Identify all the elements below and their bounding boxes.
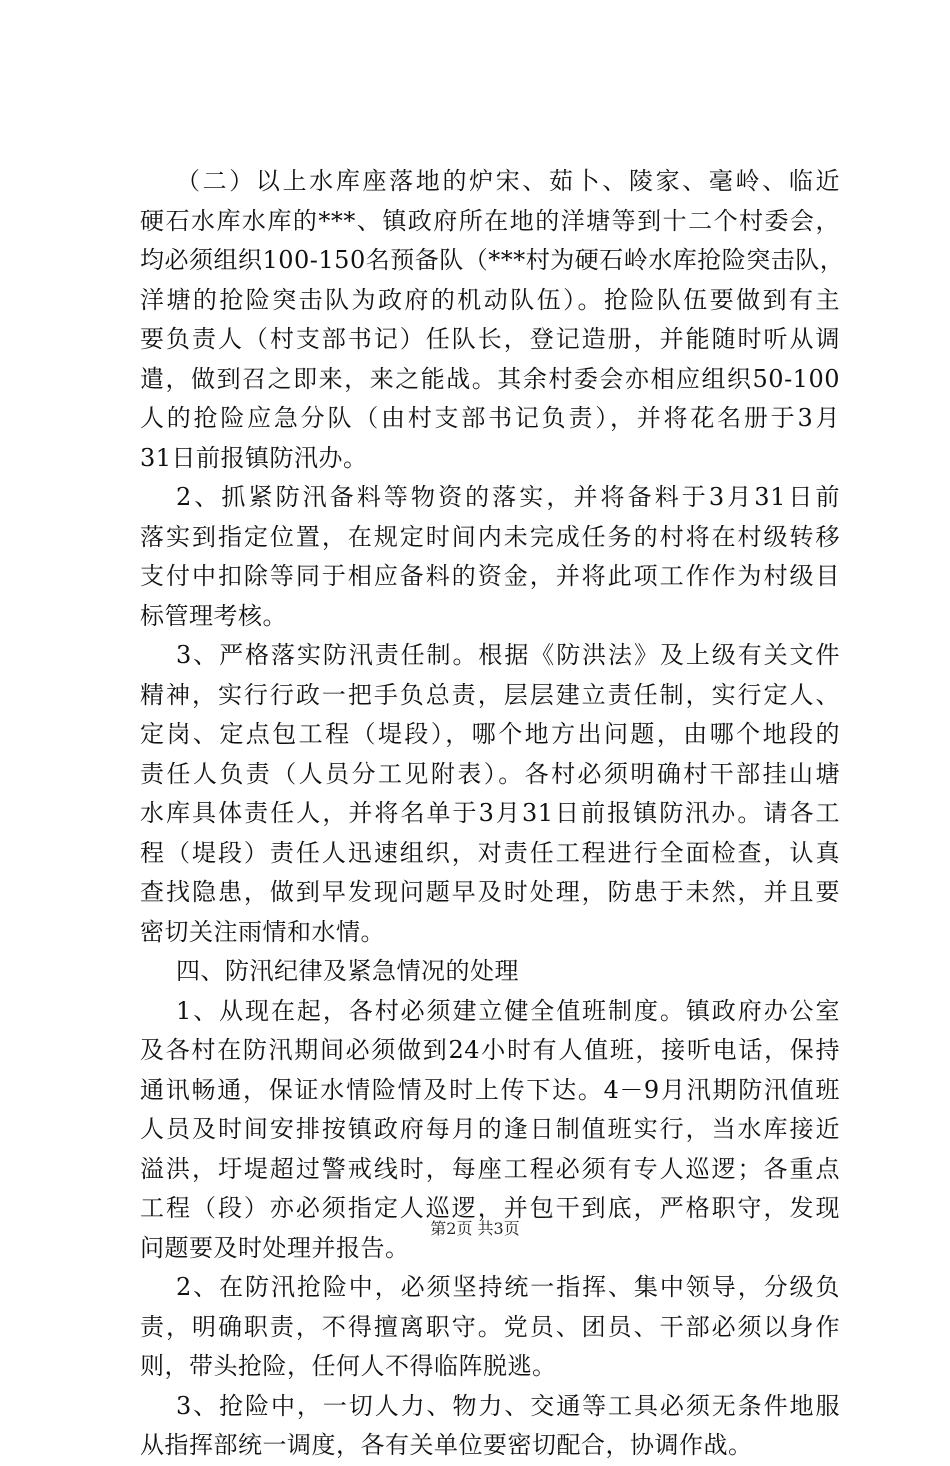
section-heading [140,952,840,992]
paragraph-line: 人的抢险应急分队（由村支部书记负责），并将花名册于3月 [140,404,840,432]
paragraph-line: 程（堤段）责任人迅速组织，对责任工程进行全面检查，认真 [140,838,840,867]
paragraph-line: 人员及时间安排按镇政府每月的逢日制值班实行，当水库接近 [140,1115,840,1143]
page-number-label: 第2页 共3页 [430,1219,520,1238]
document-body [140,162,845,1466]
paragraph-line: 水库具体责任人，并将名单于3月31日前报镇防汛办。请各工 [140,799,840,827]
paragraph-materials [140,478,840,636]
paragraph-line: 责任人负责（人员分工见附表）。各村必须明确村干部挂山塘 [140,759,840,788]
paragraph-line: 2、在防汛抢险中，必须坚持统一指挥、集中领导，分级负 [176,1273,840,1301]
paragraph-reserve-teams [140,162,845,478]
paragraph-command [140,1268,840,1387]
section-heading-text: 四、防汛纪律及紧急情况的处理 [176,957,519,985]
paragraph-line: 精神，实行行政一把手负总责，层层建立责任制，实行定人、 [140,680,840,709]
paragraph-line: 1、从现在起，各村必须建立健全值班制度。镇政府办公室 [176,996,840,1025]
paragraph-line: 3、抢险中，一切人力、物力、交通等工具必须无条件地服 [176,1391,840,1420]
paragraph-line: 问题要及时处理并报告。 [140,1233,410,1262]
paragraph-line: 31日前报镇防汛办。 [140,443,368,472]
paragraph-line: 3、严格落实防汛责任制。根据《防洪法》及上级有关文件 [176,641,840,669]
paragraph-line: 支付中扣除等同于相应备料的资金，并将此项工作作为村级目 [140,562,840,590]
page-footer [0,1216,950,1239]
paragraph-line: 2、抓紧防汛备料等物资的落实，并将备料于3月31日前 [176,483,840,511]
paragraph-line: 定岗、定点包工程（堤段），哪个地方出问题，由哪个地段的 [140,720,840,748]
paragraph-line: 查找隐患，做到早发现问题早及时处理，防患于未然，并且要 [140,878,840,906]
paragraph-line: 密切关注雨情和水情。 [140,917,385,946]
paragraph-line: 溢洪，圩堤超过警戒线时，每座工程必须有专人巡逻；各重点 [140,1154,840,1183]
paragraph-line: 通讯畅通，保证水情险情及时上传下达。4－9月汛期防汛值班 [140,1075,840,1104]
paragraph-line: 落实到指定位置，在规定时间内未完成任务的村将在村级转移 [140,522,840,551]
paragraph-line: 均必须组织100-150名预备队（***村为硬石岭水库抢险突击队， [140,246,845,274]
paragraph-line: 洋塘的抢险突击队为政府的机动队伍）。抢险队伍要做到有主 [140,285,840,314]
paragraph-line: 工程（段）亦必须指定人巡逻，并包干到底，严格职守，发现 [140,1194,840,1222]
paragraph-line: 则，带头抢险，任何人不得临阵脱逃。 [140,1352,557,1380]
paragraph-responsibility [140,636,840,952]
paragraph-dispatch [140,1387,840,1466]
paragraph-line: 及各村在防汛期间必须做到24小时有人值班，接听电话，保持 [140,1036,840,1064]
paragraph-line: 标管理考核。 [140,601,287,630]
paragraph-line: 硬石水库水库的***、镇政府所在地的洋塘等到十二个村委会， [140,206,840,235]
paragraph-line: 从指挥部统一调度，各有关单位要密切配合，协调作战。 [140,1431,753,1459]
paragraph-line: 责，明确职责，不得擅离职守。党员、团员、干部必须以身作 [140,1312,840,1341]
paragraph-line: （二）以上水库座落地的炉宋、茹卜、陵家、毫岭、临近 [176,167,840,195]
paragraph-line: 遣，做到召之即来，来之能战。其余村委会亦相应组织50-100 [140,364,840,393]
paragraph-line: 要负责人（村支部书记）任队长，登记造册，并能随时听从调 [140,325,840,353]
